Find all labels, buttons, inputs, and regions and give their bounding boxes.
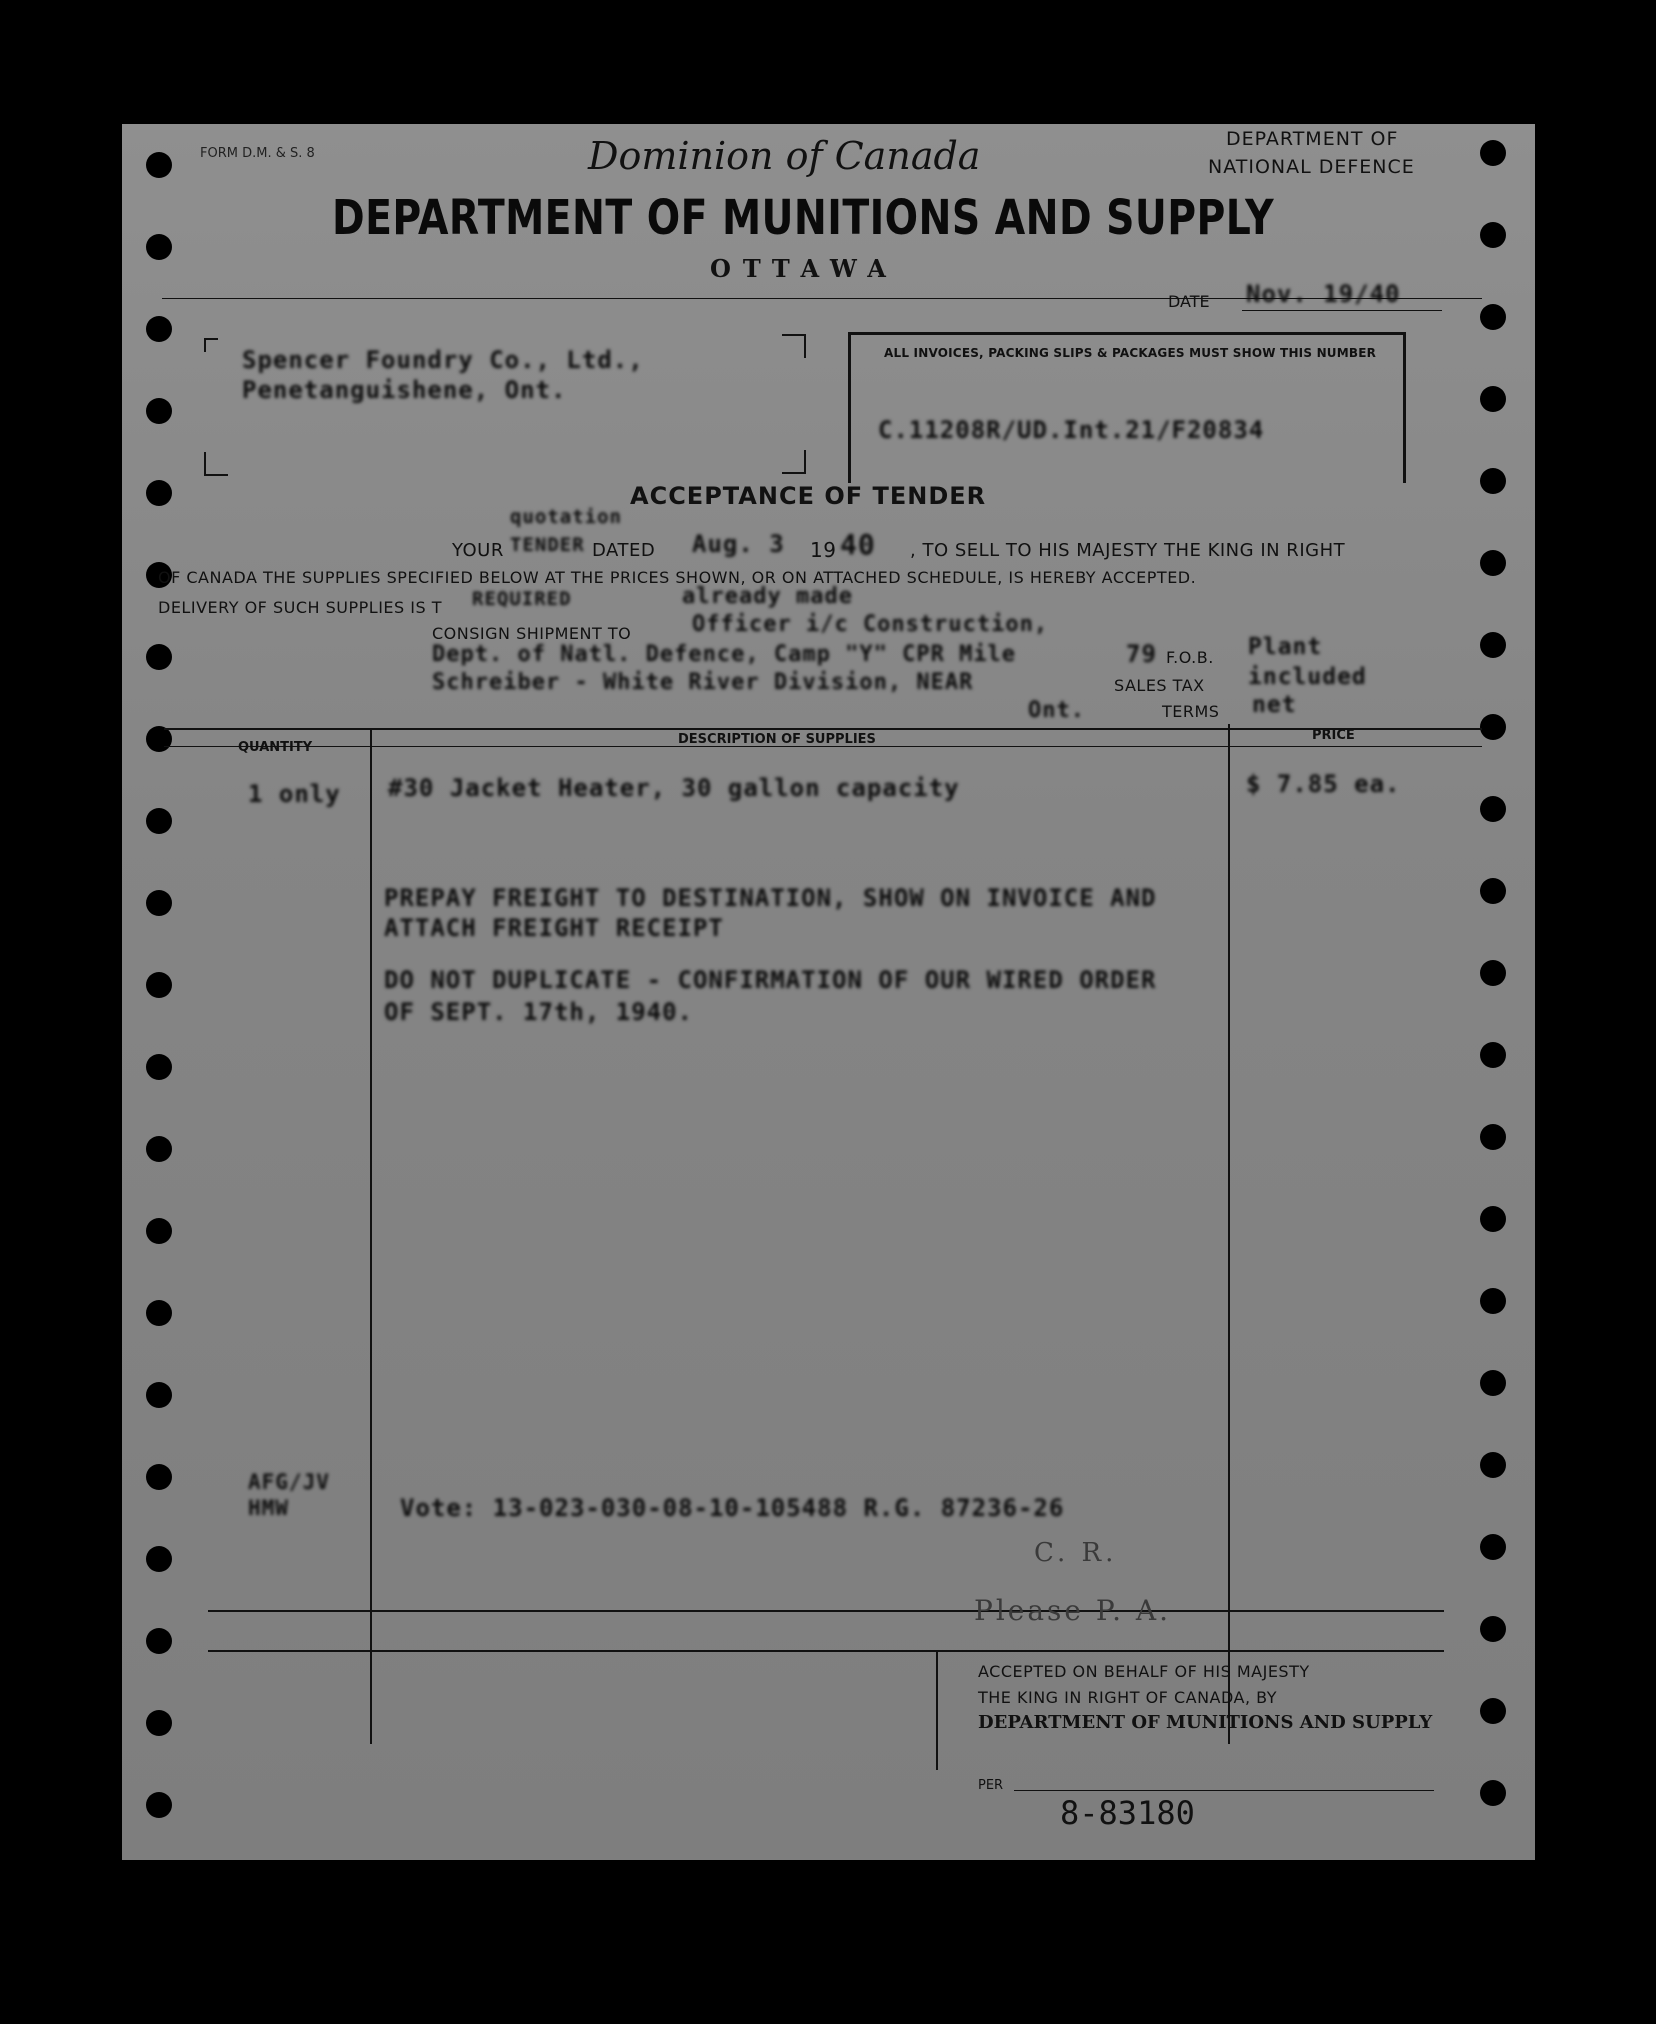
row-quantity: 1 only [248,780,341,808]
duplicate-instruction-line2: OF SEPT. 17th, 1940. [384,998,693,1026]
terms-value: net [1252,692,1297,718]
year-value: 40 [840,528,876,561]
accepted-line1: ACCEPTED ON BEHALF OF HIS MAJESTY [978,1662,1310,1681]
other-department-line2: NATIONAL DEFENCE [1208,156,1415,178]
fob-label: F.O.B. [1166,648,1214,667]
table-bottom-rule [208,1610,1444,1612]
initials-line2: HMW [248,1496,289,1520]
date-label: DATE [1168,292,1210,311]
year-prefix: 19 [810,538,837,562]
fob-value: Plant [1248,634,1323,660]
acceptance-title: ACCEPTANCE OF TENDER [630,482,987,510]
dated-label: DATED [592,540,656,561]
order-number: C.11208R/UD.Int.21/F20834 [878,416,1265,444]
table-top-rule [164,728,1482,730]
dominion-heading: Dominion of Canada [588,134,981,178]
sales-tax-value: included [1248,664,1367,690]
description-header: DESCRIPTION OF SUPPLIES [678,732,876,747]
other-department-line1: DEPARTMENT OF [1226,128,1399,150]
cr-stamp: C. R. [1034,1538,1118,1568]
accepted-line3: DEPARTMENT OF MUNITIONS AND SUPPLY [978,1712,1433,1733]
initials-line1: AFG/JV [248,1470,330,1494]
consign-mile: 79 [1126,640,1157,668]
footer-column-rule [936,1650,938,1770]
struck-tender: TENDER [510,534,585,556]
accepted-line2: THE KING IN RIGHT OF CANADA, BY [978,1688,1278,1707]
consign-line2: Dept. of Natl. Defence, Camp "Y" CPR Mile [432,642,1017,667]
delivery-label: DELIVERY OF SUCH SUPPLIES IS T [158,598,442,617]
acceptance-line1-rest: , TO SELL TO HIS MAJESTY THE KING IN RIGHT [910,540,1346,561]
date-underline [1242,310,1442,311]
supplier-bracket-br [782,450,806,474]
price-header: PRICE [1312,728,1355,743]
vote-line: Vote: 13-023-030-08-10-105488 R.G. 87236-26 [400,1494,1065,1522]
freight-instruction-line2: ATTACH FREIGHT RECEIPT [384,914,724,942]
row-price: $ 7.85 ea. [1246,770,1401,798]
form-number: FORM D.M. & S. 8 [200,146,315,161]
inserted-word: quotation [510,506,622,528]
terms-label: TERMS [1162,702,1220,721]
sales-tax-label: SALES TAX [1114,676,1205,695]
consign-line4: Ont. [1028,698,1085,723]
supplier-bracket-bl [204,452,228,476]
supplier-name: Spencer Foundry Co., Ltd., [242,346,644,374]
department-heading: DEPARTMENT OF MUNITIONS AND SUPPLY [332,190,1275,246]
signature-line [1014,1790,1434,1791]
quantity-column-rule [370,728,372,1744]
date-value: Nov. 19/40 [1246,280,1401,308]
delivery-struck: REQUIRED [472,588,572,610]
delivery-value: already made [682,584,853,609]
consign-label: CONSIGN SHIPMENT TO [432,624,632,643]
serial-number: 8-83180 [1060,1794,1195,1832]
please-pa-stamp: Please P. A. [974,1594,1171,1627]
city-heading: OTTAWA [710,254,898,283]
price-column-rule [1228,724,1230,1744]
supplier-bracket-tl [204,338,218,352]
per-label: PER [978,1778,1004,1793]
acceptance-line2: OF CANADA THE SUPPLIES SPECIFIED BELOW AT THE PRICES SHOWN, OR ON ATTACHED SCHEDULE, IS HEREBY ACCEPTED. [158,568,1197,587]
supplier-address: Penetanguishene, Ont. [242,376,567,404]
order-number-notice: ALL INVOICES, PACKING SLIPS & PACKAGES MUST SHOW THIS NUMBER [884,346,1377,360]
consign-line1: Officer i/c Construction, [692,612,1049,637]
quantity-header: QUANTITY [238,740,313,755]
row-description: #30 Jacket Heater, 30 gallon capacity [388,774,960,802]
dated-value: Aug. 3 [692,530,785,558]
footer-top-rule [208,1650,1444,1652]
freight-instruction-line1: PREPAY FREIGHT TO DESTINATION, SHOW ON INVOICE AND [384,884,1157,912]
duplicate-instruction-line1: DO NOT DUPLICATE - CONFIRMATION OF OUR WIRED ORDER [384,966,1157,994]
tender-document [122,124,1535,1860]
your-label: YOUR [452,540,504,561]
consign-line3: Schreiber - White River Division, NEAR [432,670,974,695]
supplier-bracket-tr [782,334,806,358]
